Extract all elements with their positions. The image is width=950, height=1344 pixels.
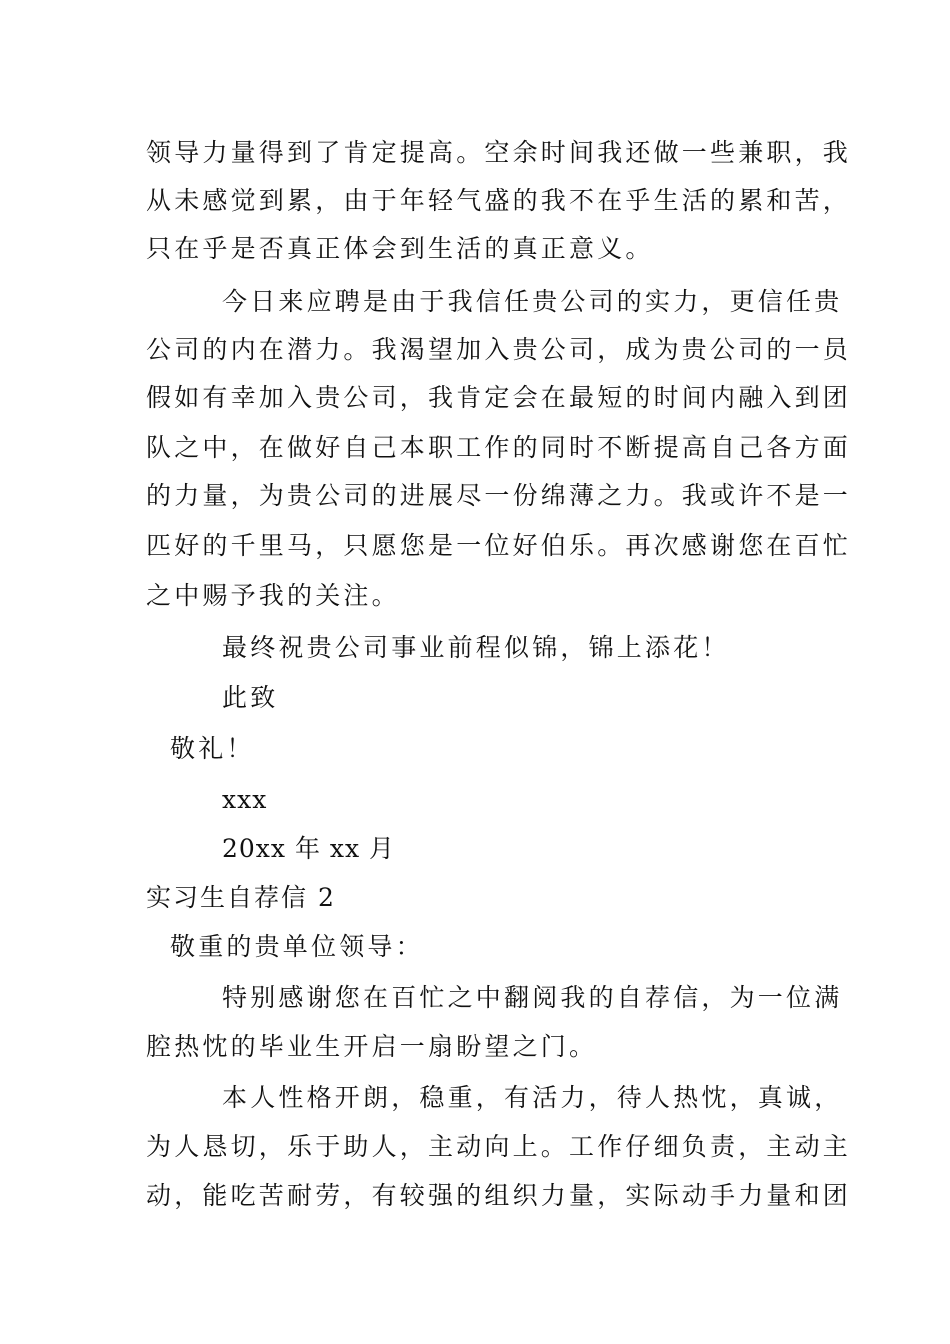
letter-greeting: 敬重的贵单位领导： (170, 932, 424, 961)
body-text-line: 的力量，为贵公司的进展尽一份绵薄之力。我或许不是一 (146, 481, 852, 510)
salutation-jingli: 敬礼！ (170, 734, 255, 763)
body-text-line: 领导力量得到了肯定提高。空余时间我还做一些兼职，我 (146, 138, 852, 167)
body-text-line: 本人性格开朗，稳重，有活力，待人热忱，真诚， (222, 1083, 843, 1112)
body-text-line: 腔热忱的毕业生开启一扇盼望之门。 (146, 1032, 598, 1061)
body-text-line: 公司的内在潜力。我渴望加入贵公司，成为贵公司的一员 (146, 335, 852, 364)
signature-date: 20xx 年 xx 月 (222, 834, 396, 863)
body-text-line: 假如有幸加入贵公司，我肯定会在最短的时间内融入到团 (146, 383, 852, 412)
signature-name: xxx (222, 785, 268, 814)
body-text-line: 匹好的千里马，只愿您是一位好伯乐。再次感谢您在百忙 (146, 531, 852, 560)
body-text-line: 只在乎是否真正体会到生活的真正意义。 (146, 234, 654, 263)
body-text-line: 队之中，在做好自己本职工作的同时不断提高自己各方面 (146, 433, 852, 462)
body-text-line: 从未感觉到累，由于年轻气盛的我不在乎生活的累和苦， (146, 186, 852, 215)
body-text-line: 之中赐予我的关注。 (146, 581, 400, 610)
salutation-cizhi: 此致 (222, 683, 279, 712)
body-text-line: 特别感谢您在百忙之中翻阅我的自荐信，为一位满 (222, 983, 843, 1012)
closing-wish: 最终祝贵公司事业前程似锦，锦上添花！ (222, 633, 730, 662)
section-heading: 实习生自荐信 2 (146, 883, 336, 912)
body-text-line: 动，能吃苦耐劳，有较强的组织力量，实际动手力量和团 (146, 1181, 852, 1210)
body-text-line: 为人恳切，乐于助人，主动向上。工作仔细负责，主动主 (146, 1132, 852, 1161)
body-text-line: 今日来应聘是由于我信任贵公司的实力，更信任贵 (222, 287, 843, 316)
